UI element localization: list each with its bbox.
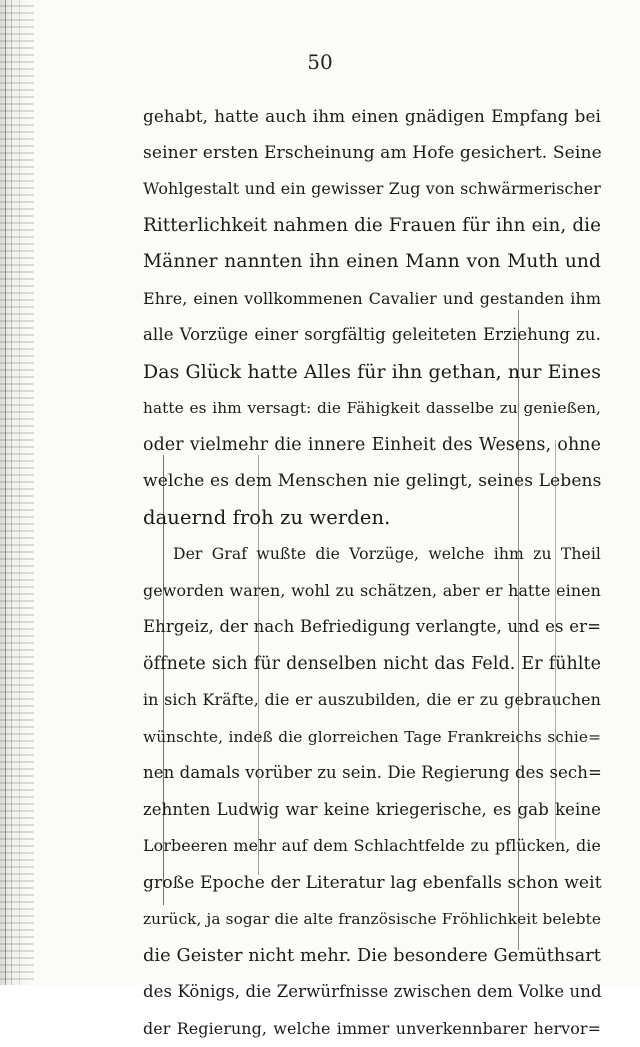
text-line: wünschte, indeß die glorreichen Tage Frankreichs schie=: [143, 719, 601, 756]
text-line: Das Glück hatte Alles für ihn gethan, nur Eines: [143, 354, 601, 391]
text-line: die Geister nicht mehr. Die besondere Gemüthsart: [143, 938, 601, 975]
text-line: der Regierung, welche immer unverkennbarer hervor=: [143, 1011, 601, 1047]
gutter-line: [11, 0, 12, 985]
text-line: in sich Kräfte, die er auszubilden, die er zu gebrauchen: [143, 682, 601, 719]
text-line: oder vielmehr die innere Einheit des Wesens, ohne: [143, 427, 601, 464]
text-line: geworden waren, wohl zu schätzen, aber er hatte einen: [143, 573, 601, 610]
text-line: welche es dem Menschen nie gelingt, seines Lebens: [143, 463, 601, 500]
gutter-line: [19, 0, 20, 985]
text-line: des Königs, die Zerwürfnisse zwischen dem Volke und: [143, 974, 601, 1011]
text-line: alle Vorzüge einer sorgfältig geleiteten Erziehung zu.: [143, 317, 601, 354]
text-line: seiner ersten Erscheinung am Hofe gesichert. Seine: [143, 135, 601, 172]
body-text: [143, 98, 601, 1047]
text-line: zehnten Ludwig war keine kriegerische, es gab keine: [143, 792, 601, 829]
text-line: öffnete sich für denselben nicht das Feld. Er fühlte: [143, 646, 601, 683]
text-line: nen damals vorüber zu sein. Die Regierung des sech=: [143, 755, 601, 792]
text-line: Wohlgestalt und ein gewisser Zug von schwärmerischer: [143, 171, 601, 208]
text-line: große Epoche der Literatur lag ebenfalls schon weit: [143, 865, 601, 902]
text-line: gehabt, hatte auch ihm einen gnädigen Empfang bei: [143, 98, 601, 135]
text-line: Ehrgeiz, der nach Befriedigung verlangte, und es er=: [143, 609, 601, 646]
text-line: Der Graf wußte die Vorzüge, welche ihm zu Theil: [143, 536, 601, 573]
text-line: Ritterlichkeit nahmen die Frauen für ihn ein, die: [143, 208, 601, 245]
text-line: Männer nannten ihn einen Mann von Muth und: [143, 244, 601, 281]
page-number: 50: [0, 50, 640, 74]
text-line: Ehre, einen vollkommenen Cavalier und gestanden ihm: [143, 281, 601, 318]
text-line: Lorbeeren mehr auf dem Schlachtfelde zu pflücken, die: [143, 828, 601, 865]
scan-gutter: [0, 0, 34, 985]
text-line: hatte es ihm versagt: die Fähigkeit dasselbe zu genießen,: [143, 390, 601, 427]
text-line: zurück, ja sogar die alte französische Fröhlichkeit belebte: [143, 901, 601, 938]
text-line: dauernd froh zu werden.: [143, 500, 601, 537]
gutter-line: [5, 0, 6, 985]
